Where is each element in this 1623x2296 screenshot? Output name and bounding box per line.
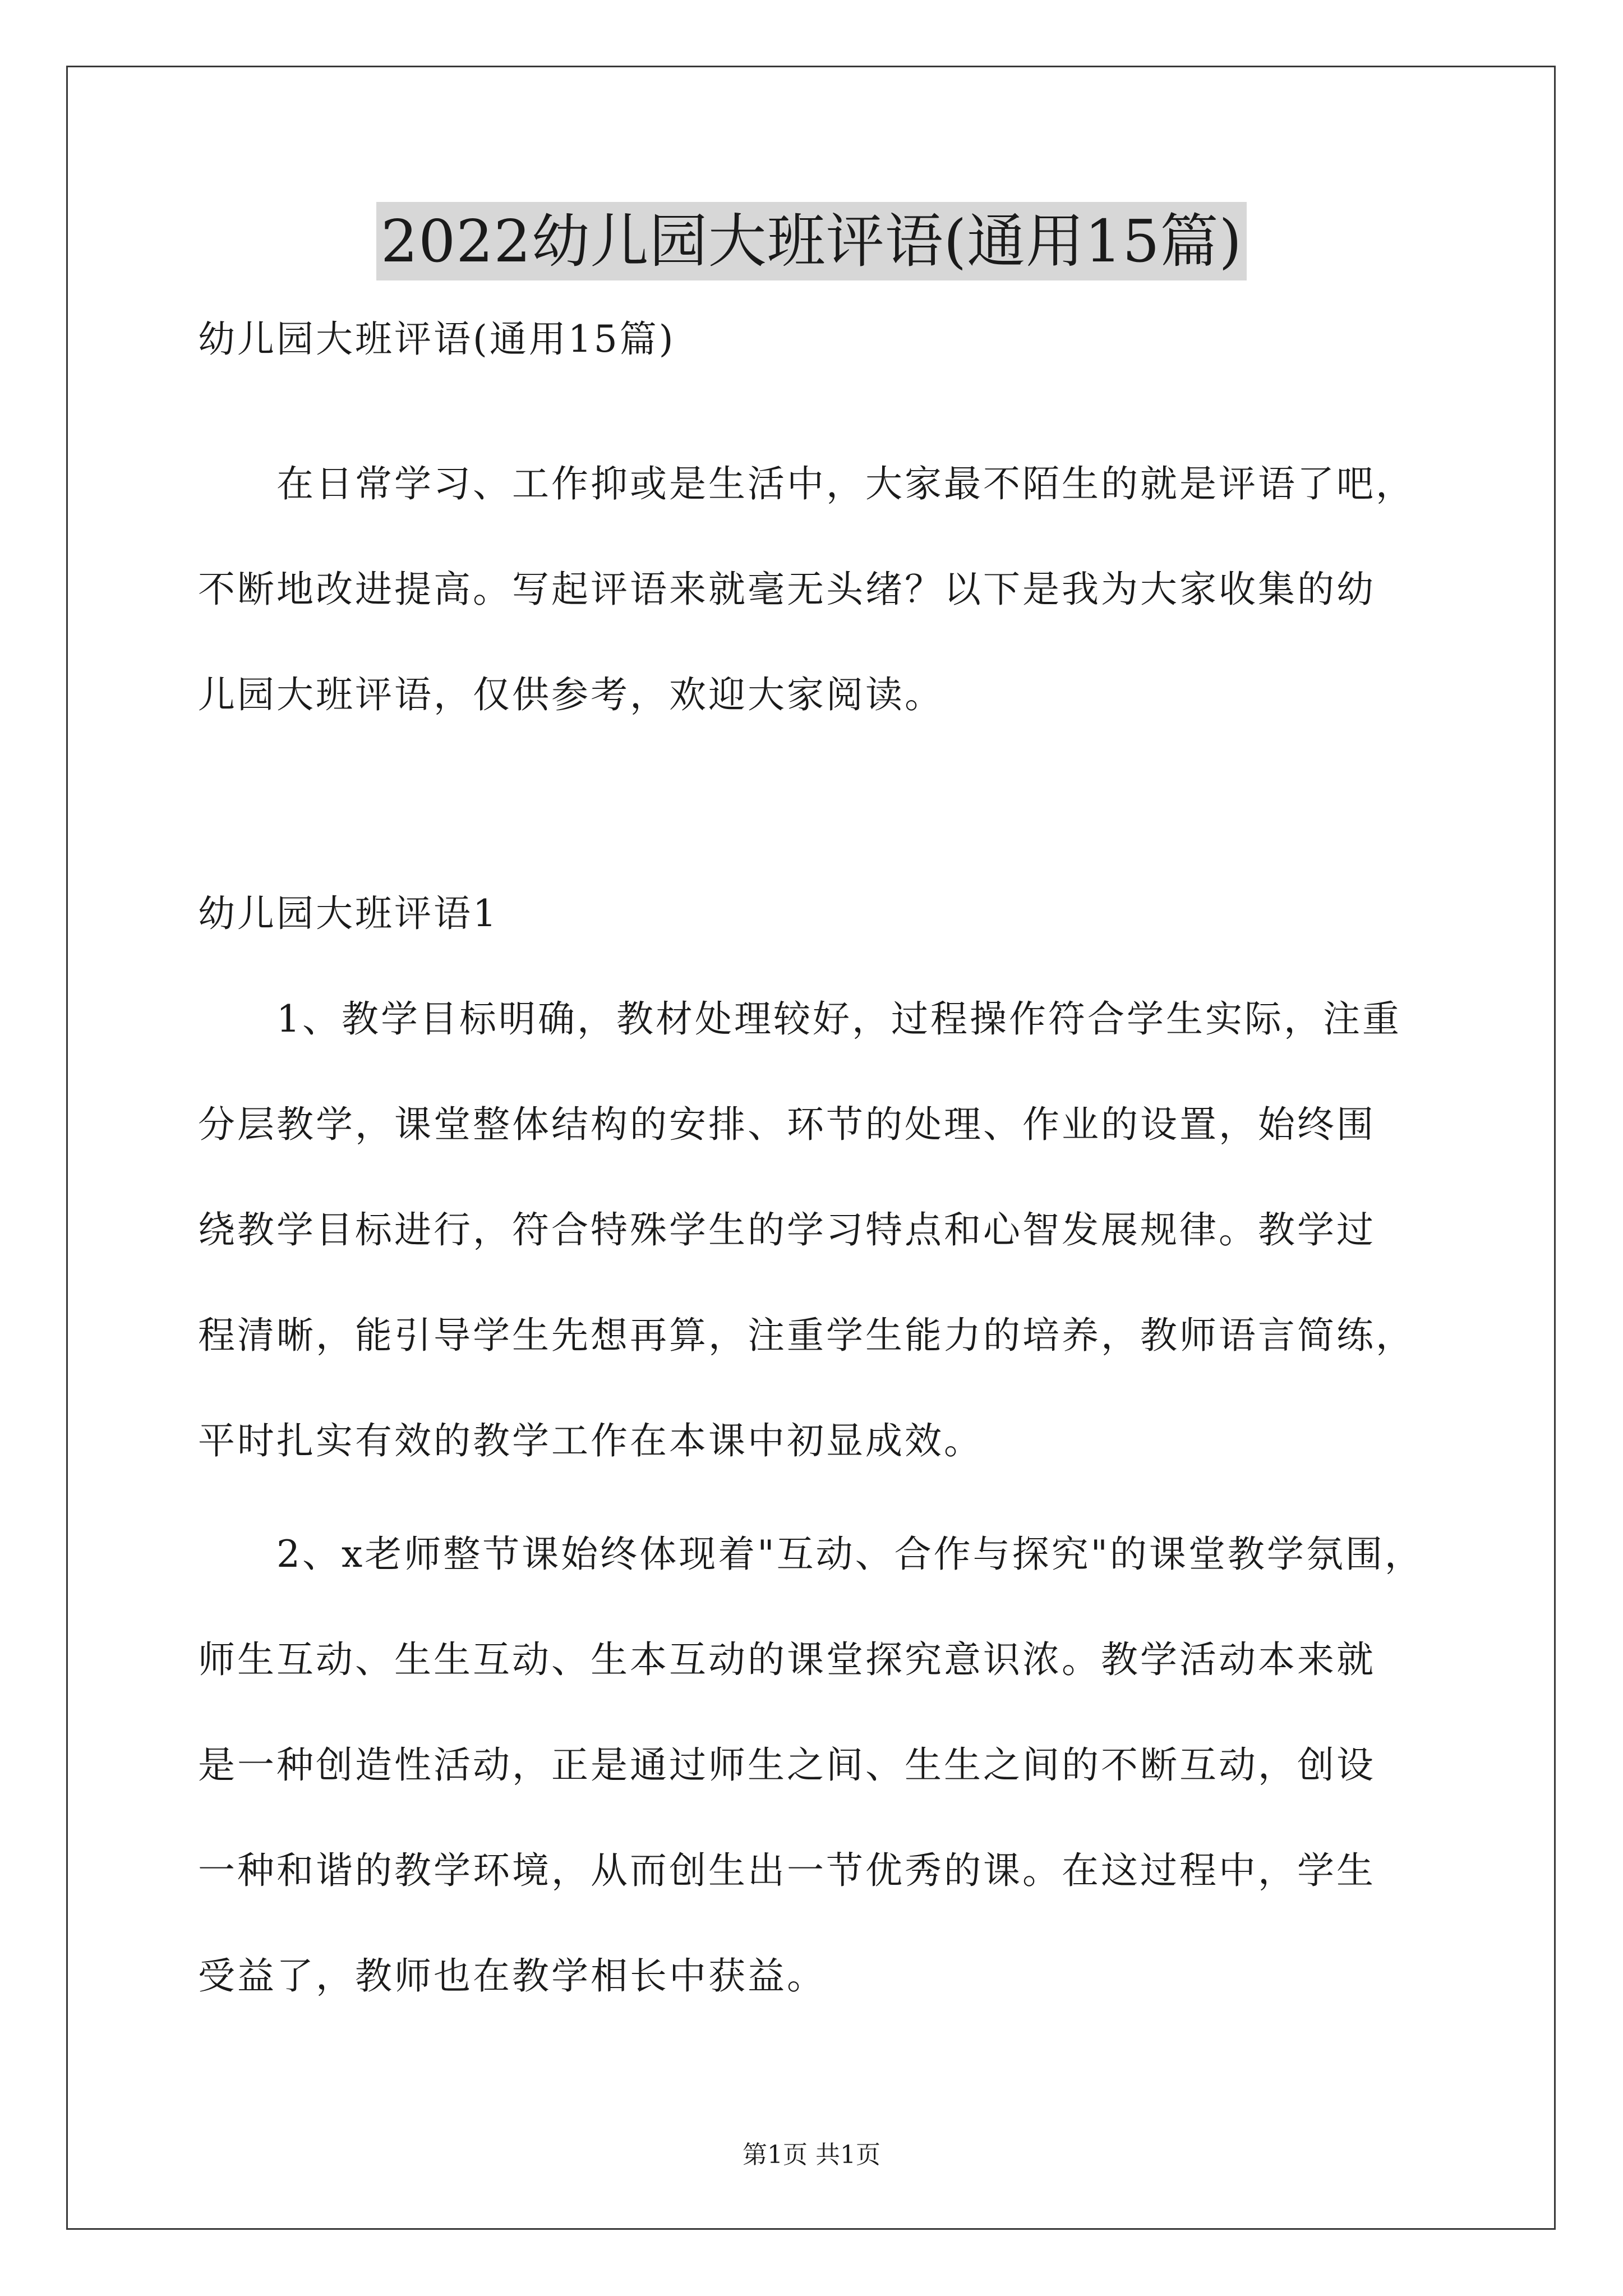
- paragraph-line: 分层教学，课堂整体结构的安排、环节的处理、作业的设置，始终围: [198, 1103, 1376, 1146]
- paragraph-line: 绕教学目标进行，符合特殊学生的学习特点和心智发展规律。教学过: [198, 1208, 1376, 1251]
- paragraph-line: 一种和谐的教学环境，从而创生出一节优秀的课。在这过程中，学生: [198, 1849, 1376, 1892]
- title-container: [0, 202, 1623, 280]
- document-subtitle: 幼儿园大班评语(通用15篇): [198, 318, 676, 361]
- page-number-footer: 第1页 共1页: [743, 2141, 880, 2169]
- paragraph-line: 平时扎实有效的教学工作在本课中初显成效。: [198, 1419, 983, 1462]
- intro-line: 不断地改进提高。写起评语来就毫无头绪？以下是我为大家收集的幼: [198, 568, 1376, 611]
- paragraph-line: 1、教学目标明确，教材处理较好，过程操作符合学生实际，注重: [276, 997, 1401, 1041]
- intro-line: 在日常学习、工作抑或是生活中，大家最不陌生的就是评语了吧，: [276, 462, 1415, 505]
- paragraph-line: 程清晰，能引导学生先想再算，注重学生能力的培养，教师语言简练，: [198, 1314, 1415, 1357]
- section-heading: 幼儿园大班评语1: [198, 892, 499, 935]
- document-title: 2022幼儿园大班评语(通用15篇): [376, 202, 1247, 280]
- paragraph-line: 师生互动、生生互动、生本互动的课堂探究意识浓。教学活动本来就: [198, 1638, 1376, 1681]
- paragraph-line: 受益了，教师也在教学相长中获益。: [198, 1954, 826, 1998]
- paragraph-line: 是一种创造性活动，正是通过师生之间、生生之间的不断互动，创设: [198, 1743, 1376, 1787]
- intro-line: 儿园大班评语，仅供参考，欢迎大家阅读。: [198, 673, 944, 716]
- paragraph-line: 2、x老师整节课始终体现着"互动、合作与探究"的课堂教学氛围，: [276, 1533, 1424, 1576]
